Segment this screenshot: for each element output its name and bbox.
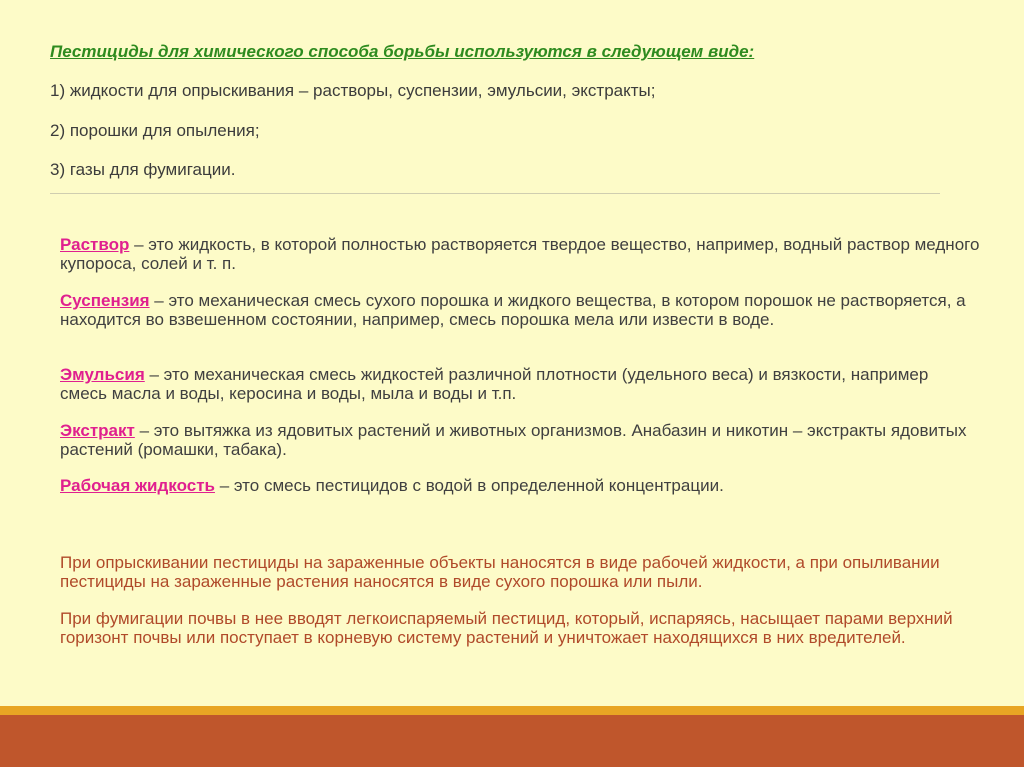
footer-band-thick: [0, 715, 1024, 767]
definition-text: – это вытяжка из ядовитых растений и животных организмов. Анабазин и никотин – экстракты ядовитых растений (ромашки, табака).: [60, 421, 967, 459]
definition-text: – это жидкость, в которой полностью растворяется твердое вещество, например, водный раствор медного купороса, солей и т. п.: [60, 235, 980, 273]
definition-extract: [60, 421, 980, 459]
definition-text: – это смесь пестицидов с водой в определенной концентрации.: [214, 476, 724, 495]
divider: [50, 193, 940, 194]
form-item-dusting: 2) порошки для опыления;: [50, 121, 260, 140]
form-item-spraying: 1) жидкости для опрыскивания – растворы, суспензии, эмульсии, экстракты;: [50, 81, 656, 100]
slide-heading: Пестициды для химического способа борьбы используются в следующем виде:: [50, 42, 755, 61]
note-fumigation: При фумигации почвы в нее вводят легкоиспаряемый пестицид, который, испаряясь, насыщает парами верхний горизонт почвы или поступает в корневую систему растений и уничтожает находящихся в них вредителей.: [60, 609, 953, 647]
definition-text: – это механическая смесь жидкостей различной плотности (удельного веса) и вязкости, например смесь масла и воды, керосина и воды, мыла и воды и т.п.: [60, 365, 929, 403]
term-extract: Экстракт: [60, 421, 135, 440]
term-emulsion: Эмульсия: [60, 365, 145, 384]
definition-text: – это механическая смесь сухого порошка и жидкого вещества, в котором порошок не растворяется, а находится во взвешенном состоянии, например, смесь порошка мела или извести в воде.: [60, 291, 966, 329]
note-spraying-dusting: При опрыскивании пестициды на зараженные объекты наносятся в виде рабочей жидкости, а при опыливании пестициды на зараженные растения наносятся в виде сухого порошка или пыли.: [60, 553, 940, 591]
term-solution: Раствор: [60, 235, 130, 254]
definition-emulsion: [60, 365, 980, 403]
term-suspension: Суспензия: [60, 291, 150, 310]
definition-suspension: [60, 291, 980, 329]
term-working-liquid: Рабочая жидкость: [60, 476, 215, 495]
definition-working-liquid: [60, 476, 980, 495]
footer-band-thin: [0, 706, 1024, 715]
form-item-fumigation: 3) газы для фумигации.: [50, 160, 236, 179]
definition-solution: [60, 235, 980, 273]
